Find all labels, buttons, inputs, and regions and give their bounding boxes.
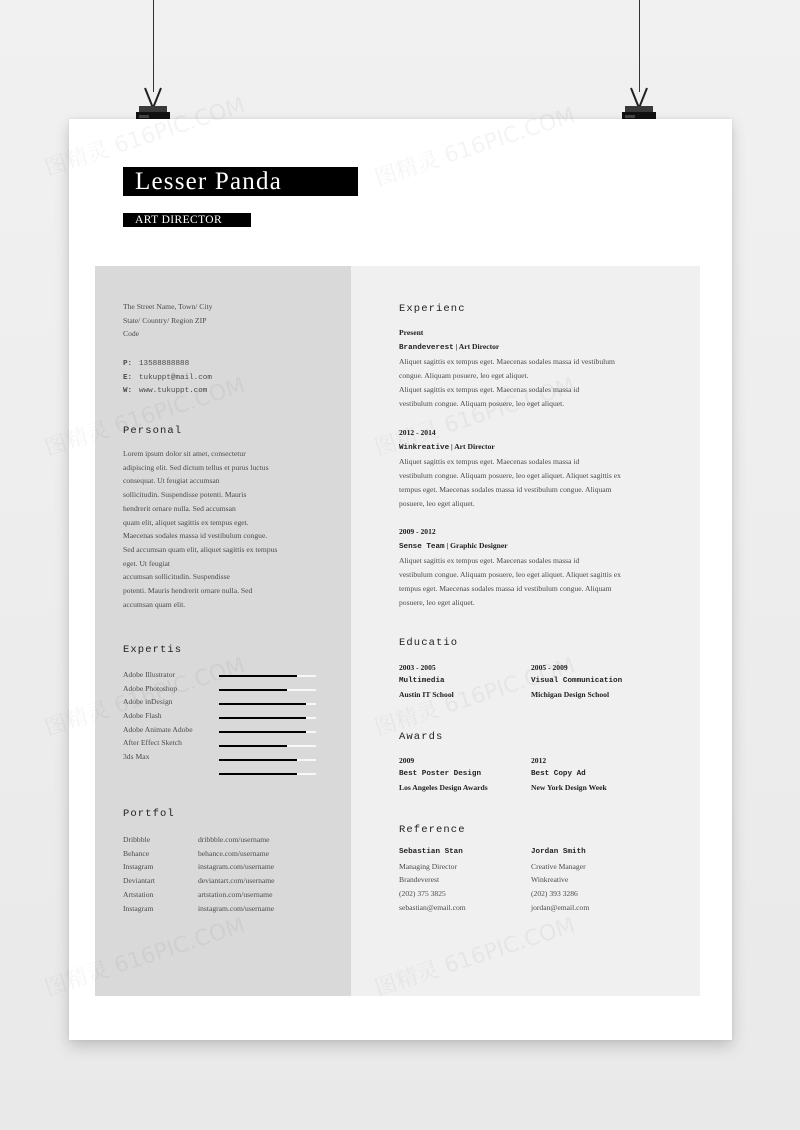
portfolio-link[interactable]: behance.com/username [198, 848, 270, 858]
experience-line: vestibulum congue. Aliquam posuere, leo eget aliquet. Aliquet sagittis ex [399, 471, 621, 481]
personal-line: accumsan quam elit. [123, 599, 186, 609]
resume-sheet [69, 119, 732, 1040]
personal-line: adipiscing elit. Sed dictum tellus et purus luctus [123, 462, 269, 472]
award-item [531, 754, 671, 795]
experience-period: Present [399, 328, 424, 337]
reference-company: Winkreative [531, 875, 569, 885]
personal-text [123, 447, 311, 611]
skill-bar-fill [219, 717, 306, 719]
personal-line: quam elit, aliquet sagittis ex tempus eget. [123, 517, 249, 527]
resume-title: ART DIRECTOR [123, 213, 251, 227]
experience-period: 2012 - 2014 [399, 428, 436, 437]
experience-company: Brandeverest [399, 343, 454, 352]
experience-line: posuere, leo eget aliquet. [399, 597, 475, 607]
experience-period: 2009 - 2012 [399, 527, 436, 536]
reference-name: Sebastian Stan [399, 848, 463, 856]
skill-row [123, 736, 219, 750]
award-year: 2009 [399, 756, 415, 765]
resume-name: Lesser Panda [123, 167, 358, 196]
reference-company: Brandeverest [399, 875, 440, 885]
portfolio-item [123, 888, 275, 902]
skill-row [123, 750, 219, 764]
skill-bar-fill [219, 773, 297, 775]
portfolio-site: Dribbble [123, 835, 150, 844]
experience-line: tempus eget. Maecenas sodales massa id vestibulum congue. Aliquam [399, 583, 612, 593]
address-line: State/ Country/ Region ZIP [123, 315, 207, 325]
portfolio-site: Instagram [123, 862, 154, 872]
skill-bar [219, 773, 316, 775]
portfolio-link[interactable]: artstation.com/username [198, 889, 273, 899]
personal-line: hendrerit ornare nulla. Sed accumsan [123, 503, 236, 513]
personal-line: Maecenas sodales massa id vestibulum congue. [123, 531, 268, 541]
portfolio-site: Behance [123, 848, 150, 858]
skill-bar [219, 689, 316, 691]
right-column [351, 266, 700, 996]
experience-line: vestibulum congue. Aliquam posuere, leo eget aliquet. Aliquet sagittis ex [399, 570, 621, 580]
skill-name: Adobe Animate Adobe [123, 724, 193, 734]
experience-line: vestibulum congue. Aliquam posuere, leo eget aliquet. [399, 398, 565, 408]
reference-position: Managing Director [399, 861, 457, 871]
personal-line: sollicitudin. Suspendisse potenti. Mauris [123, 490, 247, 500]
hanging-wire-left [153, 0, 154, 92]
reference-phone[interactable]: (202) 375 3825 [399, 889, 446, 899]
skill-name: Adobe Flash [123, 711, 162, 721]
experience-company: Sense Team [399, 542, 445, 551]
education-period: 2005 - 2009 [531, 663, 568, 672]
contact-phone [123, 358, 212, 372]
phone-value[interactable]: 13588888888 [139, 360, 190, 368]
portfolio-item [123, 860, 275, 874]
portfolio-link[interactable]: instagram.com/username [198, 903, 275, 913]
experience-item [399, 525, 689, 609]
experience-title: Brandeverest | Art Director [399, 341, 500, 352]
experience-company: Winkreative [399, 443, 450, 452]
expertise-heading: Expertis [123, 644, 183, 656]
skill-bar-fill [219, 731, 306, 733]
skill-name: Adobe Photoshop [123, 683, 178, 693]
address-line: The Street Name, Town/ City [123, 302, 213, 311]
experience-role: Art Director [454, 441, 495, 451]
reference-email[interactable]: sebastian@email.com [399, 902, 466, 912]
experience-line: Aliquet sagittis ex tempus eget. Maecenas sodales massa id vestibulum [399, 357, 615, 367]
experience-line: tempus eget. Maecenas sodales massa id vestibulum congue. Aliquam [399, 484, 612, 494]
experience-title: Winkreative | Art Director [399, 441, 495, 452]
education-heading: Educatio [399, 637, 459, 649]
portfolio-item [123, 847, 275, 861]
experience-role: Graphic Designer [450, 540, 508, 550]
reference-position: Creative Manager [531, 861, 586, 871]
portfolio-link[interactable]: dribbble.com/username [198, 835, 270, 844]
personal-heading: Personal [123, 425, 183, 437]
award-name: Best Copy Ad [531, 769, 586, 778]
awards-heading: Awards [399, 731, 444, 743]
portfolio-link[interactable]: deviantart.com/username [198, 876, 275, 886]
skill-name: Adobe inDesign [123, 697, 173, 707]
skill-bar [219, 703, 316, 705]
skill-bar [219, 759, 316, 761]
reference-item [531, 846, 671, 915]
portfolio-item [123, 874, 275, 888]
personal-line: consequat. Ut feugiat accumsan [123, 476, 220, 486]
award-event: Los Angeles Design Awards [399, 783, 488, 793]
portfolio-list [123, 833, 275, 915]
experience-title: Sense Team | Graphic Designer [399, 540, 508, 551]
reference-item [399, 846, 539, 915]
award-item [399, 754, 539, 795]
personal-line: Sed accumsan quam elit, aliquet sagittis ex tempus [123, 544, 278, 554]
email-label: E: [123, 373, 133, 382]
award-name: Best Poster Design [399, 769, 482, 778]
skill-name: After Effect Sketch [123, 738, 182, 748]
portfolio-site: Instagram [123, 903, 154, 913]
address-block [123, 300, 212, 341]
reference-phone[interactable]: (202) 393 3286 [531, 889, 578, 899]
skill-bar-fill [219, 703, 306, 705]
reference-name: Jordan Smith [531, 848, 586, 856]
education-period: 2003 - 2005 [399, 663, 436, 672]
address-line: Code [123, 329, 140, 339]
website-value[interactable]: www.tukuppt.com [139, 387, 208, 396]
skill-name: Adobe Illustrator [123, 670, 176, 679]
website-label: W: [123, 387, 133, 396]
experience-line: congue. Aliquam posuere, leo eget aliquet. [399, 371, 529, 381]
phone-label: P: [123, 360, 133, 368]
personal-line: potenti. Mauris hendrerit ornare nulla. Sed [123, 586, 253, 596]
experience-line: Aliquet sagittis ex tempus eget. Maecenas sodales massa id [399, 457, 580, 467]
skill-bar-fill [219, 759, 297, 761]
personal-line: eget. Ut feugiat [123, 558, 171, 568]
education-school: Austin IT School [399, 690, 454, 700]
portfolio-link[interactable]: instagram.com/username [198, 862, 275, 872]
experience-line: posuere, leo eget aliquet. [399, 498, 475, 508]
experience-line: Aliquet sagittis ex tempus eget. Maecenas sodales massa id [399, 556, 580, 566]
skill-bar [219, 745, 316, 747]
skill-name: 3ds Max [123, 752, 150, 762]
skill-bar-fill [219, 745, 287, 747]
portfolio-site: Artstation [123, 889, 154, 899]
portfolio-item [123, 833, 275, 847]
portfolio-item [123, 902, 275, 916]
award-event: New York Design Week [531, 783, 607, 793]
award-year: 2012 [531, 756, 547, 765]
skill-bar-fill [219, 689, 287, 691]
experience-heading: Experienc [399, 303, 466, 315]
skill-row [123, 723, 219, 737]
education-field: Visual Communication [531, 676, 623, 685]
email-value[interactable]: tukuppt@mail.com [139, 373, 212, 382]
experience-line: Aliquet sagittis ex tempus eget. Maecenas sodales massa id [399, 384, 580, 394]
portfolio-heading: Portfol [123, 808, 175, 820]
experience-role: Art Director [458, 341, 500, 351]
reference-email[interactable]: jordan@email.com [531, 902, 590, 912]
education-school: Michigan Design School [531, 690, 610, 700]
personal-line: Lorem ipsum dolor sit amet, consectetur [123, 449, 246, 458]
skill-bar [219, 731, 316, 733]
portfolio-site: Deviantart [123, 876, 156, 886]
hanging-wire-right [639, 0, 640, 92]
personal-line: accumsan sollicitudin. Suspendisse [123, 572, 230, 582]
education-field: Multimedia [399, 676, 445, 685]
reference-heading: Reference [399, 824, 466, 836]
skill-bar [219, 717, 316, 719]
